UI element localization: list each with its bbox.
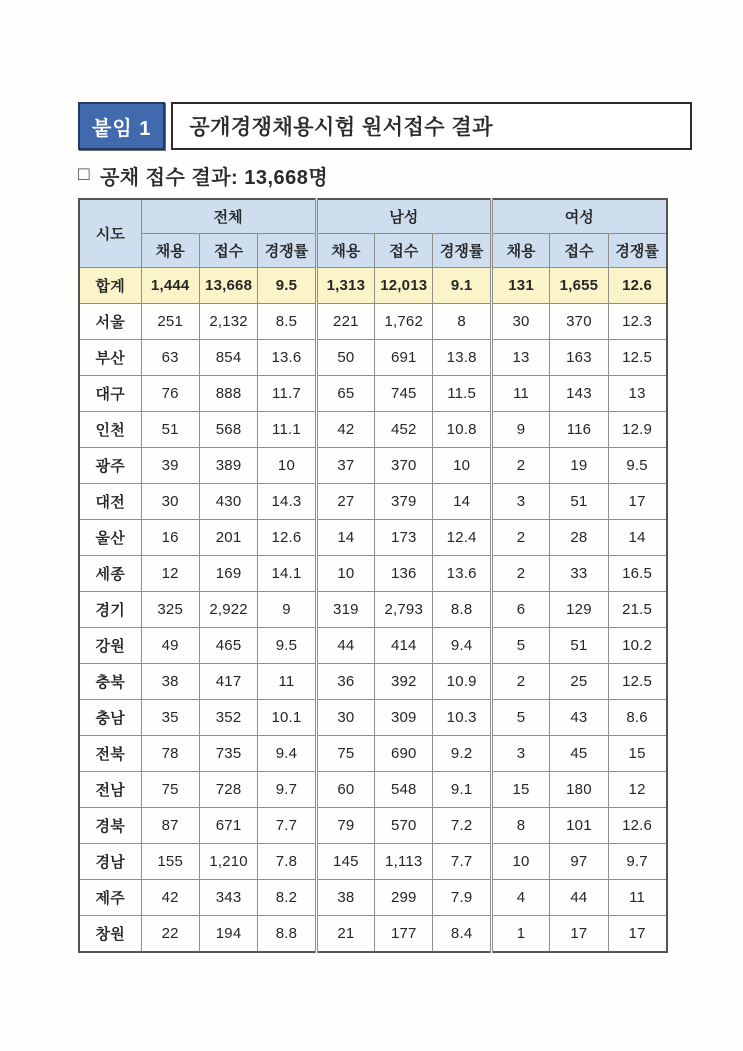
value-cell: 17 bbox=[608, 484, 666, 520]
value-cell: 251 bbox=[141, 304, 199, 340]
value-cell: 430 bbox=[199, 484, 257, 520]
table-header-row-groups bbox=[79, 199, 667, 234]
region-cell: 전북 bbox=[79, 736, 141, 772]
value-cell: 8.4 bbox=[433, 916, 491, 953]
value-cell: 9.1 bbox=[433, 268, 491, 304]
value-cell: 745 bbox=[375, 376, 433, 412]
value-cell: 548 bbox=[375, 772, 433, 808]
value-cell: 12,013 bbox=[375, 268, 433, 304]
group-header-total: 전체 bbox=[141, 199, 316, 234]
value-cell: 9.5 bbox=[258, 268, 316, 304]
table-row-제주 bbox=[79, 880, 667, 916]
value-cell: 75 bbox=[141, 772, 199, 808]
value-cell: 452 bbox=[375, 412, 433, 448]
value-cell: 79 bbox=[316, 808, 374, 844]
value-cell: 30 bbox=[316, 700, 374, 736]
value-cell: 39 bbox=[141, 448, 199, 484]
value-cell: 11 bbox=[258, 664, 316, 700]
table-row-세종 bbox=[79, 556, 667, 592]
region-cell: 부산 bbox=[79, 340, 141, 376]
value-cell: 570 bbox=[375, 808, 433, 844]
value-cell: 13 bbox=[608, 376, 666, 412]
value-cell: 14.1 bbox=[258, 556, 316, 592]
value-cell: 11 bbox=[608, 880, 666, 916]
value-cell: 201 bbox=[199, 520, 257, 556]
value-cell: 854 bbox=[199, 340, 257, 376]
value-cell: 36 bbox=[316, 664, 374, 700]
value-cell: 22 bbox=[141, 916, 199, 953]
value-cell: 10 bbox=[316, 556, 374, 592]
value-cell: 352 bbox=[199, 700, 257, 736]
value-cell: 568 bbox=[199, 412, 257, 448]
value-cell: 2 bbox=[491, 664, 549, 700]
value-cell: 9.5 bbox=[608, 448, 666, 484]
square-bullet-icon: □ bbox=[78, 163, 90, 185]
value-cell: 2,132 bbox=[199, 304, 257, 340]
table-header-row-metrics bbox=[79, 234, 667, 268]
value-cell: 1 bbox=[491, 916, 549, 953]
value-cell: 7.7 bbox=[258, 808, 316, 844]
value-cell: 3 bbox=[491, 736, 549, 772]
region-cell: 광주 bbox=[79, 448, 141, 484]
table-row-광주 bbox=[79, 448, 667, 484]
value-cell: 25 bbox=[550, 664, 608, 700]
value-cell: 194 bbox=[199, 916, 257, 953]
value-cell: 44 bbox=[316, 628, 374, 664]
value-cell: 414 bbox=[375, 628, 433, 664]
value-cell: 2,922 bbox=[199, 592, 257, 628]
table-row-서울 bbox=[79, 304, 667, 340]
region-cell: 전남 bbox=[79, 772, 141, 808]
value-cell: 379 bbox=[375, 484, 433, 520]
value-cell: 45 bbox=[550, 736, 608, 772]
value-cell: 6 bbox=[491, 592, 549, 628]
value-cell: 12.5 bbox=[608, 664, 666, 700]
value-cell: 2 bbox=[491, 556, 549, 592]
value-cell: 19 bbox=[550, 448, 608, 484]
value-cell: 10 bbox=[491, 844, 549, 880]
value-cell: 10.1 bbox=[258, 700, 316, 736]
column-header-hired: 채용 bbox=[316, 234, 374, 268]
value-cell: 343 bbox=[199, 880, 257, 916]
value-cell: 1,444 bbox=[141, 268, 199, 304]
value-cell: 16 bbox=[141, 520, 199, 556]
value-cell: 1,313 bbox=[316, 268, 374, 304]
value-cell: 370 bbox=[550, 304, 608, 340]
value-cell: 13,668 bbox=[199, 268, 257, 304]
value-cell: 735 bbox=[199, 736, 257, 772]
value-cell: 370 bbox=[375, 448, 433, 484]
table-row-대전 bbox=[79, 484, 667, 520]
value-cell: 10 bbox=[433, 448, 491, 484]
region-cell: 서울 bbox=[79, 304, 141, 340]
value-cell: 13.6 bbox=[258, 340, 316, 376]
value-cell: 30 bbox=[141, 484, 199, 520]
table-row-충남 bbox=[79, 700, 667, 736]
value-cell: 42 bbox=[316, 412, 374, 448]
value-cell: 145 bbox=[316, 844, 374, 880]
table-row-충북 bbox=[79, 664, 667, 700]
value-cell: 465 bbox=[199, 628, 257, 664]
region-cell: 합계 bbox=[79, 268, 141, 304]
value-cell: 4 bbox=[491, 880, 549, 916]
table-row-경북 bbox=[79, 808, 667, 844]
value-cell: 43 bbox=[550, 700, 608, 736]
value-cell: 116 bbox=[550, 412, 608, 448]
value-cell: 44 bbox=[550, 880, 608, 916]
value-cell: 76 bbox=[141, 376, 199, 412]
region-cell: 창원 bbox=[79, 916, 141, 953]
value-cell: 392 bbox=[375, 664, 433, 700]
value-cell: 888 bbox=[199, 376, 257, 412]
value-cell: 9.5 bbox=[258, 628, 316, 664]
value-cell: 12.5 bbox=[608, 340, 666, 376]
value-cell: 30 bbox=[491, 304, 549, 340]
value-cell: 180 bbox=[550, 772, 608, 808]
page-title: 공개경쟁채용시험 원서접수 결과 bbox=[171, 102, 692, 150]
value-cell: 9.4 bbox=[258, 736, 316, 772]
value-cell: 33 bbox=[550, 556, 608, 592]
value-cell: 10.3 bbox=[433, 700, 491, 736]
region-cell: 대전 bbox=[79, 484, 141, 520]
value-cell: 1,655 bbox=[550, 268, 608, 304]
value-cell: 21 bbox=[316, 916, 374, 953]
value-cell: 325 bbox=[141, 592, 199, 628]
region-cell: 대구 bbox=[79, 376, 141, 412]
value-cell: 9.1 bbox=[433, 772, 491, 808]
value-cell: 12.6 bbox=[608, 268, 666, 304]
value-cell: 63 bbox=[141, 340, 199, 376]
value-cell: 9 bbox=[258, 592, 316, 628]
value-cell: 75 bbox=[316, 736, 374, 772]
value-cell: 9.7 bbox=[608, 844, 666, 880]
value-cell: 690 bbox=[375, 736, 433, 772]
value-cell: 14.3 bbox=[258, 484, 316, 520]
value-cell: 28 bbox=[550, 520, 608, 556]
heading-row bbox=[78, 102, 692, 150]
value-cell: 8 bbox=[433, 304, 491, 340]
value-cell: 7.2 bbox=[433, 808, 491, 844]
value-cell: 1,113 bbox=[375, 844, 433, 880]
region-cell: 경기 bbox=[79, 592, 141, 628]
value-cell: 65 bbox=[316, 376, 374, 412]
table-row-total bbox=[79, 268, 667, 304]
value-cell: 38 bbox=[141, 664, 199, 700]
value-cell: 173 bbox=[375, 520, 433, 556]
value-cell: 143 bbox=[550, 376, 608, 412]
value-cell: 155 bbox=[141, 844, 199, 880]
value-cell: 7.7 bbox=[433, 844, 491, 880]
value-cell: 13.8 bbox=[433, 340, 491, 376]
table-row-전북 bbox=[79, 736, 667, 772]
results-table bbox=[78, 198, 668, 953]
value-cell: 131 bbox=[491, 268, 549, 304]
value-cell: 221 bbox=[316, 304, 374, 340]
value-cell: 37 bbox=[316, 448, 374, 484]
value-cell: 15 bbox=[491, 772, 549, 808]
table-row-경기 bbox=[79, 592, 667, 628]
value-cell: 12.3 bbox=[608, 304, 666, 340]
value-cell: 10.2 bbox=[608, 628, 666, 664]
value-cell: 97 bbox=[550, 844, 608, 880]
value-cell: 7.9 bbox=[433, 880, 491, 916]
section-heading bbox=[78, 161, 328, 190]
group-header-male: 남성 bbox=[316, 199, 491, 234]
value-cell: 12.4 bbox=[433, 520, 491, 556]
value-cell: 8.2 bbox=[258, 880, 316, 916]
column-header-region: 시도 bbox=[79, 199, 141, 268]
value-cell: 3 bbox=[491, 484, 549, 520]
value-cell: 8.8 bbox=[258, 916, 316, 953]
value-cell: 389 bbox=[199, 448, 257, 484]
value-cell: 8.6 bbox=[608, 700, 666, 736]
value-cell: 5 bbox=[491, 700, 549, 736]
value-cell: 11.7 bbox=[258, 376, 316, 412]
value-cell: 1,210 bbox=[199, 844, 257, 880]
value-cell: 16.5 bbox=[608, 556, 666, 592]
value-cell: 8.8 bbox=[433, 592, 491, 628]
column-header-hired: 채용 bbox=[491, 234, 549, 268]
value-cell: 13 bbox=[491, 340, 549, 376]
table-row-인천 bbox=[79, 412, 667, 448]
value-cell: 15 bbox=[608, 736, 666, 772]
column-header-applied: 접수 bbox=[375, 234, 433, 268]
region-cell: 경북 bbox=[79, 808, 141, 844]
value-cell: 169 bbox=[199, 556, 257, 592]
value-cell: 2 bbox=[491, 448, 549, 484]
table-row-강원 bbox=[79, 628, 667, 664]
value-cell: 35 bbox=[141, 700, 199, 736]
value-cell: 14 bbox=[433, 484, 491, 520]
value-cell: 11.5 bbox=[433, 376, 491, 412]
value-cell: 38 bbox=[316, 880, 374, 916]
table-row-창원 bbox=[79, 916, 667, 953]
column-header-applied: 접수 bbox=[199, 234, 257, 268]
value-cell: 87 bbox=[141, 808, 199, 844]
column-header-ratio: 경쟁률 bbox=[433, 234, 491, 268]
value-cell: 51 bbox=[550, 628, 608, 664]
value-cell: 691 bbox=[375, 340, 433, 376]
value-cell: 51 bbox=[550, 484, 608, 520]
value-cell: 14 bbox=[608, 520, 666, 556]
value-cell: 11 bbox=[491, 376, 549, 412]
column-header-hired: 채용 bbox=[141, 234, 199, 268]
value-cell: 177 bbox=[375, 916, 433, 953]
value-cell: 9 bbox=[491, 412, 549, 448]
value-cell: 49 bbox=[141, 628, 199, 664]
region-cell: 제주 bbox=[79, 880, 141, 916]
value-cell: 51 bbox=[141, 412, 199, 448]
value-cell: 78 bbox=[141, 736, 199, 772]
value-cell: 12 bbox=[608, 772, 666, 808]
value-cell: 728 bbox=[199, 772, 257, 808]
table-row-대구 bbox=[79, 376, 667, 412]
value-cell: 671 bbox=[199, 808, 257, 844]
column-header-applied: 접수 bbox=[550, 234, 608, 268]
column-header-ratio: 경쟁률 bbox=[258, 234, 316, 268]
value-cell: 8 bbox=[491, 808, 549, 844]
value-cell: 12.6 bbox=[258, 520, 316, 556]
value-cell: 10.8 bbox=[433, 412, 491, 448]
region-cell: 충북 bbox=[79, 664, 141, 700]
region-cell: 인천 bbox=[79, 412, 141, 448]
column-header-ratio: 경쟁률 bbox=[608, 234, 666, 268]
value-cell: 12.6 bbox=[608, 808, 666, 844]
value-cell: 2,793 bbox=[375, 592, 433, 628]
value-cell: 17 bbox=[608, 916, 666, 953]
value-cell: 136 bbox=[375, 556, 433, 592]
region-cell: 세종 bbox=[79, 556, 141, 592]
value-cell: 299 bbox=[375, 880, 433, 916]
region-cell: 충남 bbox=[79, 700, 141, 736]
group-header-female: 여성 bbox=[491, 199, 666, 234]
value-cell: 50 bbox=[316, 340, 374, 376]
value-cell: 14 bbox=[316, 520, 374, 556]
value-cell: 9.2 bbox=[433, 736, 491, 772]
value-cell: 129 bbox=[550, 592, 608, 628]
section-heading-text: 공채 접수 결과: 13,668명 bbox=[99, 167, 329, 189]
value-cell: 10 bbox=[258, 448, 316, 484]
value-cell: 27 bbox=[316, 484, 374, 520]
value-cell: 9.7 bbox=[258, 772, 316, 808]
value-cell: 42 bbox=[141, 880, 199, 916]
value-cell: 60 bbox=[316, 772, 374, 808]
value-cell: 319 bbox=[316, 592, 374, 628]
value-cell: 417 bbox=[199, 664, 257, 700]
table-row-경남 bbox=[79, 844, 667, 880]
region-cell: 강원 bbox=[79, 628, 141, 664]
table-row-울산 bbox=[79, 520, 667, 556]
value-cell: 11.1 bbox=[258, 412, 316, 448]
value-cell: 21.5 bbox=[608, 592, 666, 628]
table-row-부산 bbox=[79, 340, 667, 376]
region-cell: 경남 bbox=[79, 844, 141, 880]
value-cell: 5 bbox=[491, 628, 549, 664]
attachment-badge: 붙임 1 bbox=[78, 102, 165, 150]
value-cell: 309 bbox=[375, 700, 433, 736]
value-cell: 8.5 bbox=[258, 304, 316, 340]
value-cell: 7.8 bbox=[258, 844, 316, 880]
value-cell: 12.9 bbox=[608, 412, 666, 448]
value-cell: 17 bbox=[550, 916, 608, 953]
value-cell: 2 bbox=[491, 520, 549, 556]
value-cell: 1,762 bbox=[375, 304, 433, 340]
value-cell: 101 bbox=[550, 808, 608, 844]
table-row-전남 bbox=[79, 772, 667, 808]
value-cell: 13.6 bbox=[433, 556, 491, 592]
region-cell: 울산 bbox=[79, 520, 141, 556]
value-cell: 163 bbox=[550, 340, 608, 376]
value-cell: 10.9 bbox=[433, 664, 491, 700]
value-cell: 9.4 bbox=[433, 628, 491, 664]
value-cell: 12 bbox=[141, 556, 199, 592]
